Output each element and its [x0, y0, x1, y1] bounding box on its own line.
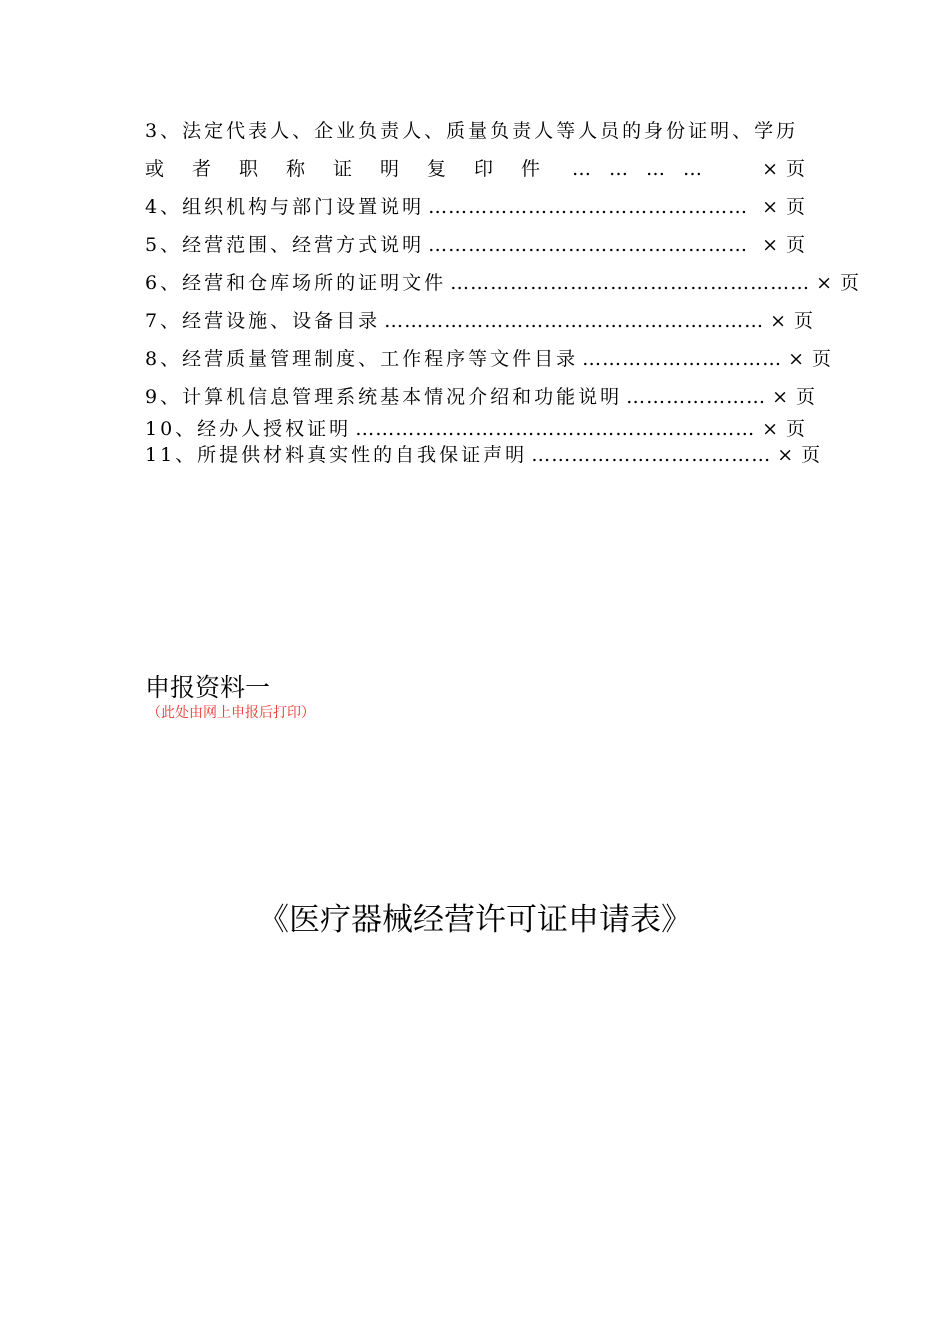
section-title: 申报资料一	[145, 673, 271, 702]
list-item	[145, 416, 813, 442]
list-item	[145, 264, 868, 302]
leader-dots: …………………	[626, 386, 767, 408]
item-text: 11、所提供材料真实性的自我保证声明	[145, 444, 528, 466]
page-count: ×页	[777, 444, 829, 466]
page-count: ×页	[788, 348, 840, 370]
leader-dots: …………………………	[582, 348, 783, 370]
materials-list	[145, 112, 868, 468]
list-item	[145, 112, 805, 150]
item-text: 或者职称证明复印件	[145, 158, 569, 180]
list-item	[145, 378, 824, 416]
section-note: （此处由网上申报后打印）	[147, 705, 315, 721]
page-count: ×页	[762, 196, 813, 218]
page-count: ×页	[816, 272, 868, 294]
item-text: 3、法定代表人、企业负责人、质量负责人等人员的身份证明、学历	[145, 120, 799, 142]
item-text: 5、经营范围、经营方式说明	[145, 234, 425, 256]
page-count: ×页	[762, 158, 813, 180]
leader-dots: …………………………………………	[428, 196, 749, 218]
form-title: 《医疗器械经营许可证申请表》	[258, 902, 692, 938]
list-item	[145, 188, 813, 226]
list-item	[145, 340, 840, 378]
leader-dots: …………………………………………………	[384, 310, 765, 332]
list-item	[145, 442, 829, 468]
leader-dots: …………	[572, 158, 721, 180]
item-text: 9、计算机信息管理系统基本情况介绍和功能说明	[145, 386, 623, 408]
page-count: ×页	[762, 234, 813, 256]
item-text: 8、经营质量管理制度、工作程序等文件目录	[145, 348, 579, 370]
leader-dots: ……………………………………………………	[355, 418, 756, 440]
page-count: ×页	[762, 418, 813, 440]
leader-dots: ………………………………	[531, 444, 772, 466]
leader-dots: …………………………………………	[428, 234, 749, 256]
item-text: 6、经营和仓库场所的证明文件	[145, 272, 447, 294]
list-item	[145, 226, 813, 264]
leader-dots: ………………………………………………	[450, 272, 811, 294]
item-text: 10、经办人授权证明	[145, 418, 352, 440]
list-item	[145, 150, 813, 188]
page-count: ×页	[770, 310, 822, 332]
list-item	[145, 302, 822, 340]
item-text: 7、经营设施、设备目录	[145, 310, 381, 332]
item-text: 4、组织机构与部门设置说明	[145, 196, 425, 218]
page-count: ×页	[772, 386, 824, 408]
